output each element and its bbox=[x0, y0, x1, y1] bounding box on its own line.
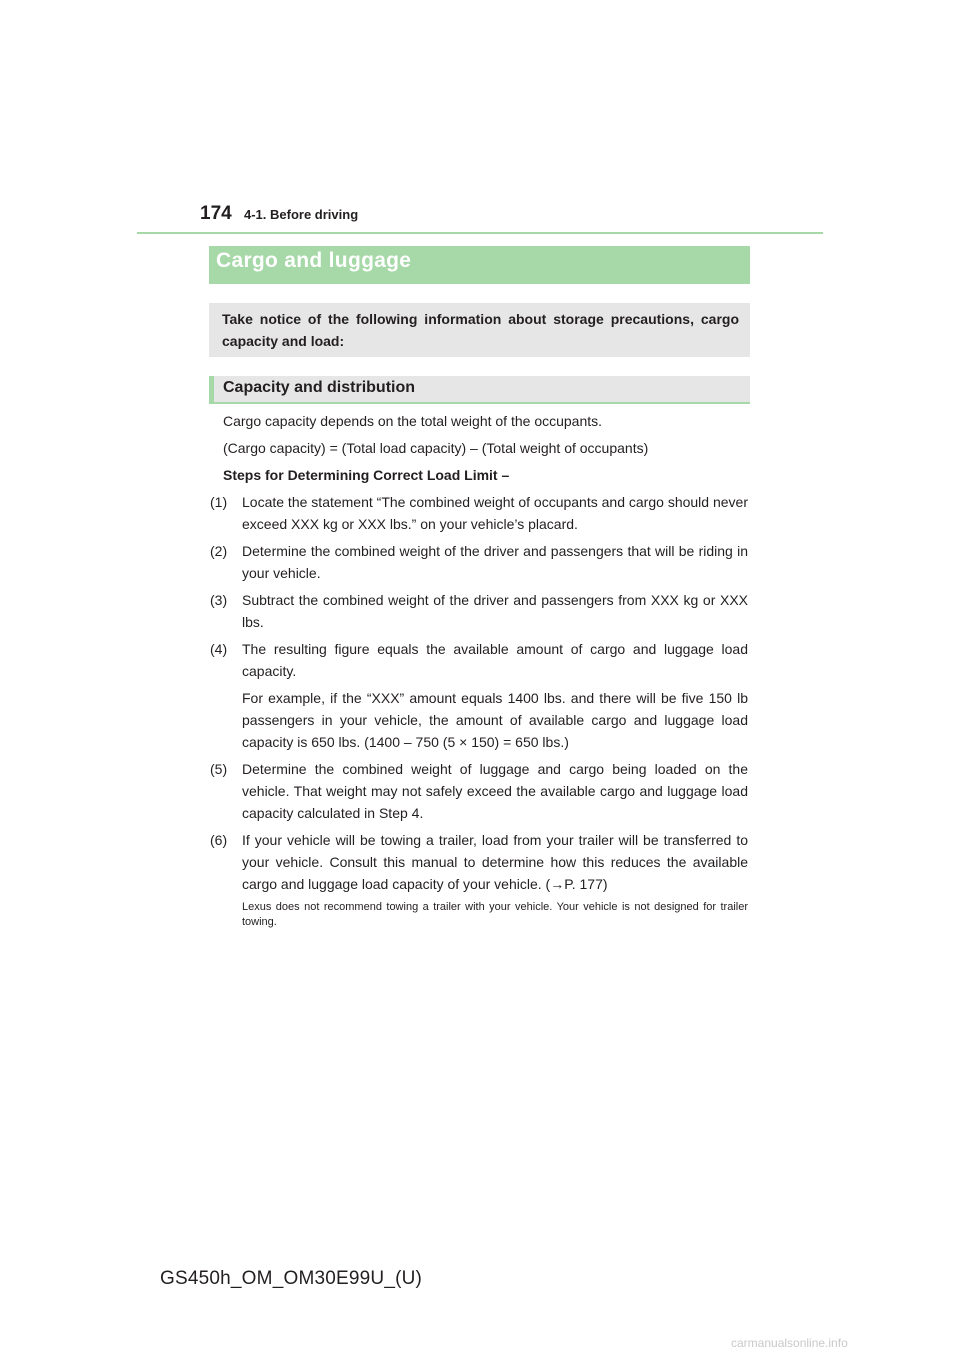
step-number: (6) bbox=[210, 832, 228, 848]
intro-text: Take notice of the following information about storage precautions, cargo capacity and load: bbox=[222, 311, 739, 349]
step-text: Subtract the combined weight of the driver and passengers from XXX kg or XXX lbs. bbox=[242, 592, 748, 630]
body-content bbox=[210, 410, 748, 930]
step-number: (5) bbox=[210, 761, 228, 777]
step-text: The resulting figure equals the available amount of cargo and luggage load capacity. bbox=[242, 641, 748, 679]
example-paragraph: For example, if the “XXX” amount equals 1400 lbs. and there will be five 150 lb passengers in your vehicle, the amount of available cargo and luggage load capacity is 650 lbs. (1400 – 750 (5 × 150) = 650 lbs.) bbox=[242, 690, 748, 750]
page-header bbox=[200, 203, 358, 231]
cargo-capacity-paragraph: Cargo capacity depends on the total weight of the occupants. bbox=[223, 413, 603, 429]
subheading-accent bbox=[209, 376, 214, 402]
section-label: 4-1. Before driving bbox=[244, 207, 359, 222]
title-bar bbox=[209, 246, 750, 284]
step-number: (2) bbox=[210, 543, 228, 559]
step-number: (3) bbox=[210, 592, 228, 608]
step-item bbox=[210, 540, 748, 584]
step-text: Locate the statement “The combined weight of occupants and cargo should never exceed XXX kg or XXX lbs.” on your vehicle’s placard. bbox=[242, 494, 748, 532]
step-item bbox=[210, 589, 748, 633]
step-number: (4) bbox=[210, 641, 228, 657]
subheading: Capacity and distribution bbox=[223, 379, 416, 396]
subheading-bar bbox=[209, 376, 750, 404]
formula-paragraph: (Cargo capacity) = (Total load capacity) – (Total weight of occupants) bbox=[223, 440, 649, 456]
step-text: Determine the combined weight of luggage and cargo being loaded on the vehicle. That weight may not safely exceed the available cargo and luggage load capacity calculated in Step 4. bbox=[242, 761, 748, 821]
step-item bbox=[210, 829, 748, 895]
towing-note: Lexus does not recommend towing a trailer with your vehicle. Your vehicle is not designed for trailer towing. bbox=[242, 901, 748, 928]
step-item bbox=[210, 758, 748, 824]
page-number: 174 bbox=[200, 203, 232, 224]
step-item bbox=[210, 638, 748, 682]
watermark-text: carmanualsonline.info bbox=[731, 1336, 848, 1350]
page-title: Cargo and luggage bbox=[216, 249, 412, 272]
document-code-footer: GS450h_OM_OM30E99U_(U) bbox=[160, 1268, 423, 1289]
step-item bbox=[210, 491, 748, 535]
steps-heading: Steps for Determining Correct Load Limit – bbox=[223, 467, 510, 483]
header-rule bbox=[137, 232, 823, 234]
step-text: Determine the combined weight of the driver and passengers that will be riding in your vehicle. bbox=[242, 543, 748, 581]
step-number: (1) bbox=[210, 494, 228, 510]
intro-box bbox=[209, 303, 750, 357]
step-text: If your vehicle will be towing a trailer, load from your trailer will be transferred to your vehicle. Consult this manual to determine how this reduces the available cargo and luggage load capacity of your vehicle. (→P. 177) bbox=[242, 832, 748, 892]
